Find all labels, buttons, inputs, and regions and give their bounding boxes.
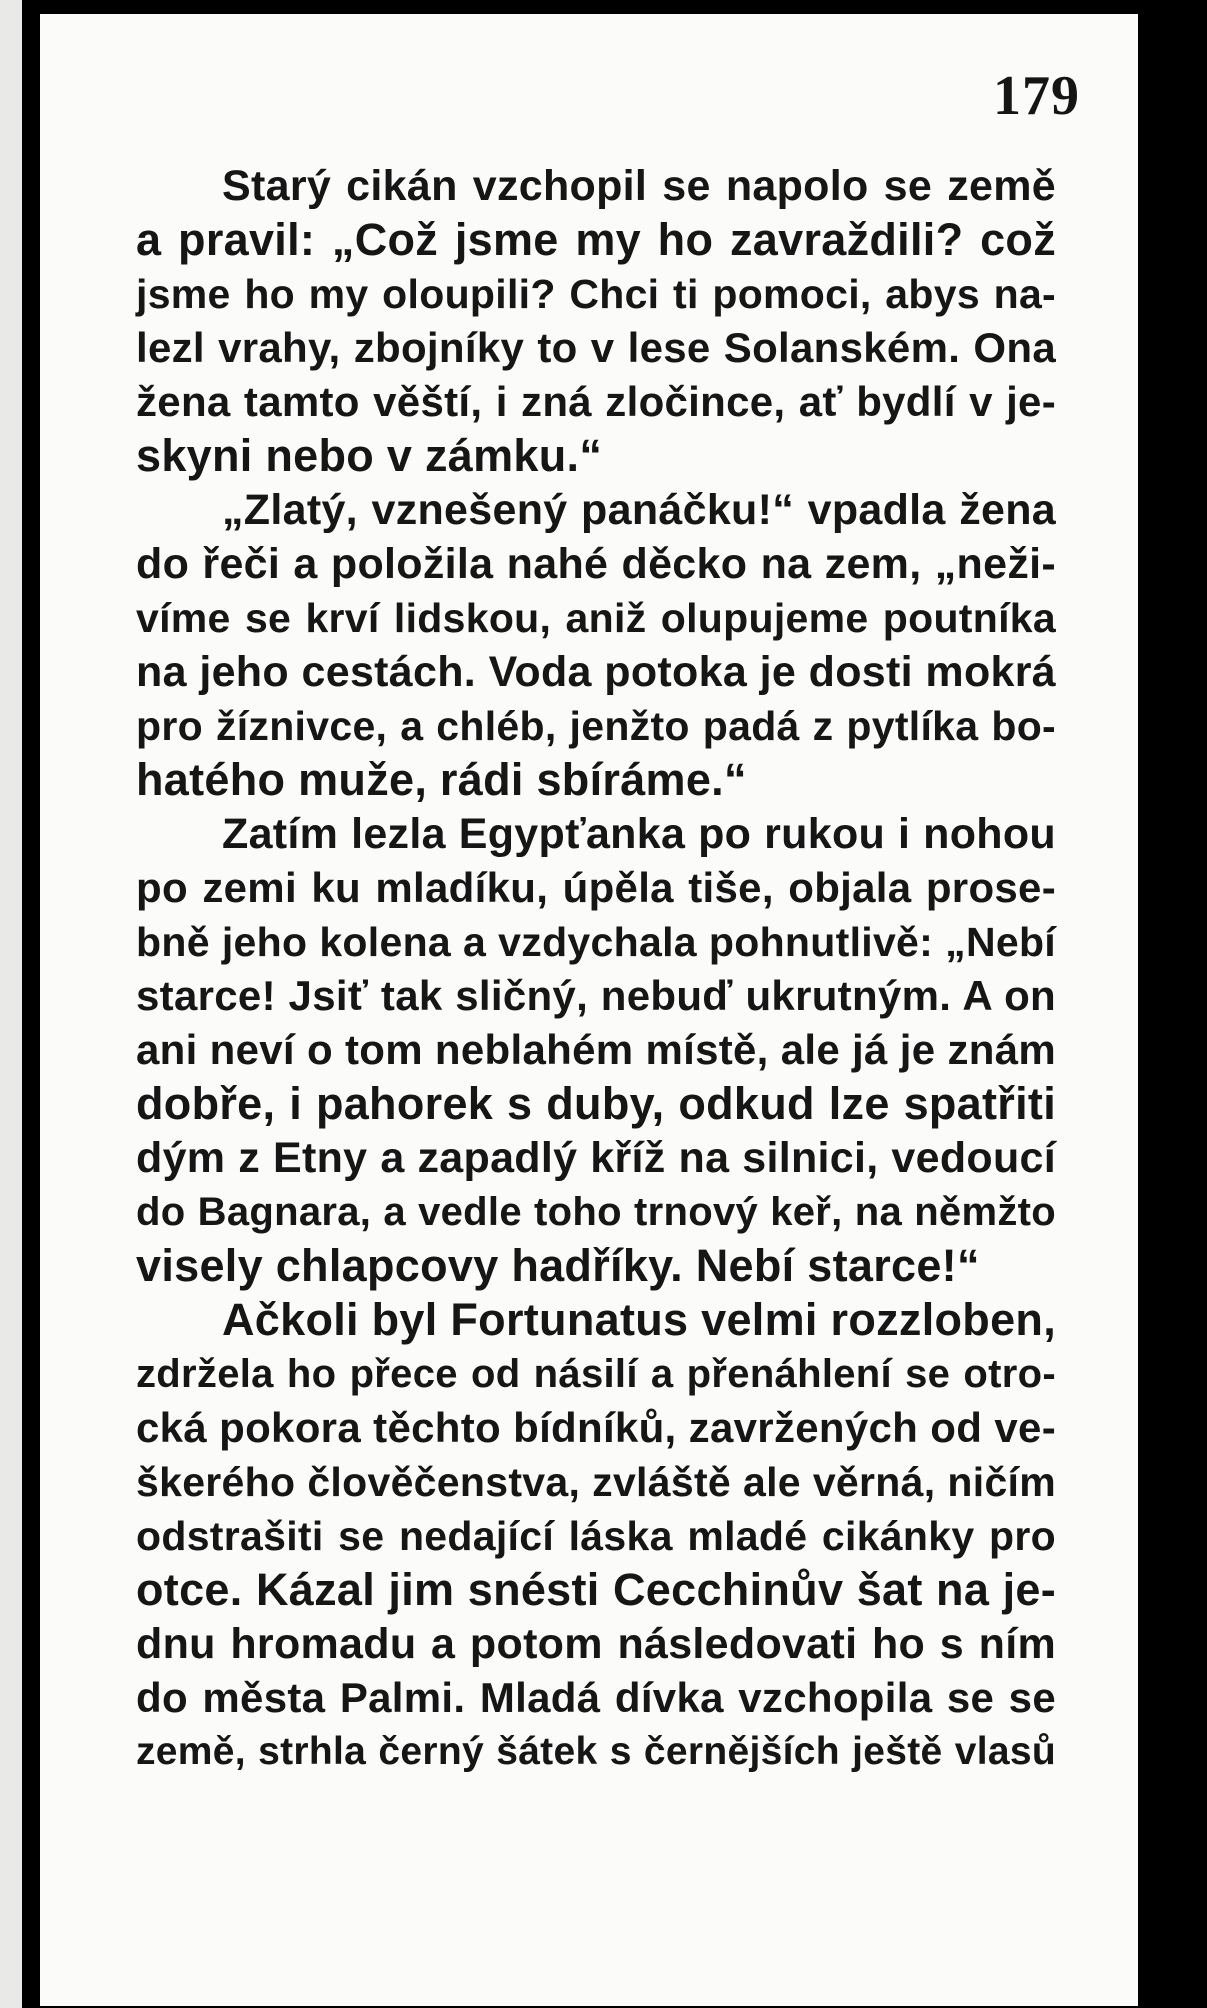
text-line: visely chlapcovy hadříky. Nebí starce!“ (136, 1240, 980, 1291)
text-line: do řeči a položila nahé děcko na zem, „neži- (136, 540, 1056, 588)
text-line: pro žíznivce, a chléb, jenžto padá z pytlíka bo- (136, 703, 1056, 749)
text-line: žena tamto věští, i zná zločince, ať bydlí v je- (136, 378, 1056, 425)
text-line: po zemi ku mladíku, úpěla tiše, objala prose- (136, 864, 1056, 911)
text-line: odstrašiti se nedající láska mladé cikánky pro (136, 1513, 1056, 1559)
text-line: a pravil: „Což jsme my ho zavraždili? což (136, 214, 1056, 265)
text-line: bně jeho kolena a vzdychala pohnutlivě: „Nebí (136, 919, 1056, 965)
text-line: cká pokora těchto bídníků, zavržených od ve- (136, 1404, 1056, 1451)
text-line: země, strhla černý šátek s černějších ještě vlasů (136, 1730, 1056, 1773)
page-number: 179 (993, 65, 1080, 127)
text-line: škerého člověčenstva, zvláště ale věrná, ničím (136, 1459, 1056, 1505)
text-line: dým z Etny a zapadlý kříž na silnici, vedoucí (136, 1134, 1056, 1182)
text-line: na jeho cestách. Voda potoka je dosti mokrá (136, 648, 1056, 696)
text-line: ani neví o tom neblahém místě, ale já je znám (136, 1026, 1056, 1073)
book-page (40, 14, 1138, 2006)
text-line: dobře, i pahorek s duby, odkud lze spatřiti (136, 1078, 1056, 1129)
text-line: do města Palmi. Mladá dívka vzchopila se se (136, 1674, 1056, 1721)
text-line: Zatím lezla Egypťanka po rukou i nohou (222, 810, 1056, 858)
text-line: hatého muže, rádi sbíráme.“ (136, 754, 747, 805)
text-line: starce! Jsiť tak sličný, nebuď ukrutným. A on (136, 972, 1056, 1019)
text-line: Starý cikán vzchopil se napolo se země (222, 162, 1056, 210)
text-line: do Bagnara, a vedle toho trnový keř, na němžto (136, 1190, 1056, 1234)
text-line: víme se krví lidskou, aniž olupujeme poutníka (136, 595, 1056, 641)
body-text (136, 159, 1056, 1779)
text-line: otce. Kázal jim snésti Cecchinův šat na je- (136, 1564, 1056, 1615)
text-line: Ačkoli byl Fortunatus velmi rozzloben, (222, 1294, 1057, 1345)
text-line: lezl vrahy, zbojníky to v lese Solanském. Ona (136, 324, 1056, 371)
text-line: dnu hromadu a potom následovati ho s ním (136, 1620, 1056, 1668)
adjacent-page-edge (0, 0, 22, 2008)
text-line: zdržela ho přece od násilí a přenáhlení se otro- (136, 1352, 1056, 1396)
text-line: jsme ho my oloupili? Chci ti pomoci, abys na- (136, 271, 1056, 317)
text-line: „Zlatý, vznešený panáčku!“ vpadla žena (222, 486, 1056, 534)
text-line: skyni nebo v zámku.“ (136, 430, 603, 481)
